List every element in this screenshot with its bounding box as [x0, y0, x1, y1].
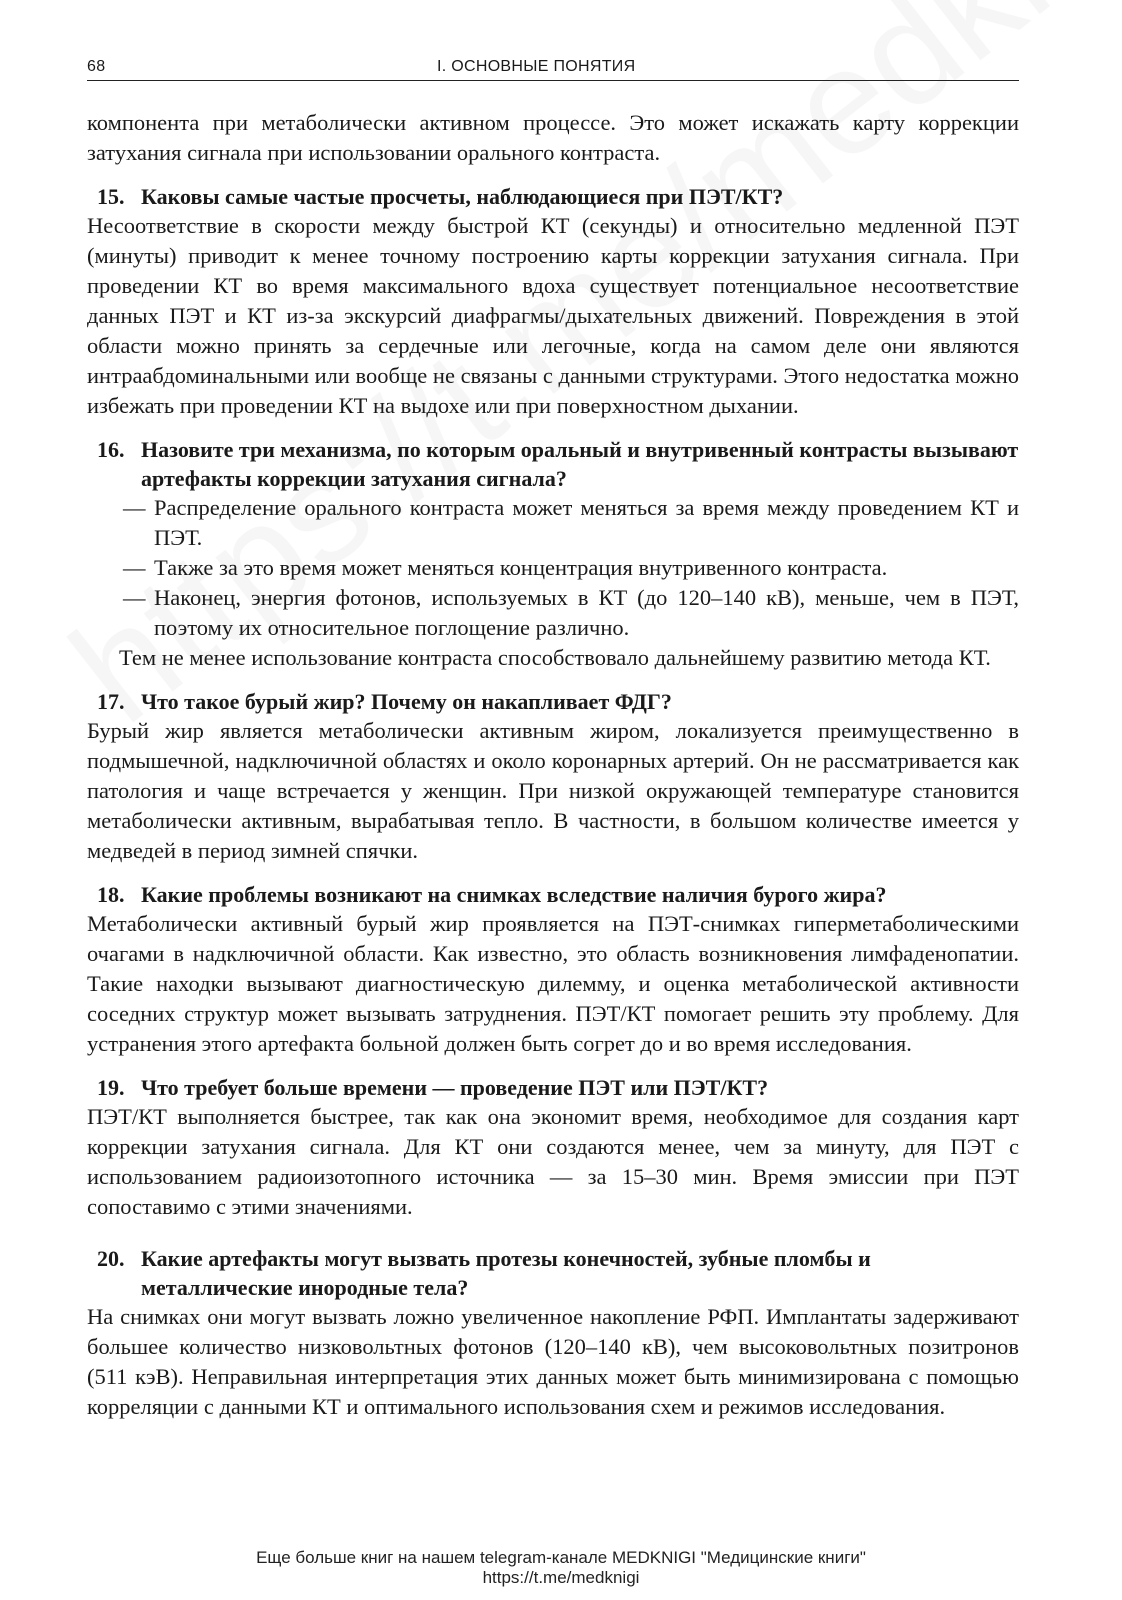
page-number: 68: [87, 58, 106, 75]
question-19-title: [87, 1073, 1019, 1102]
question-17-title: [87, 687, 1019, 716]
answer-15: Несоответствие в скорости между быстрой КТ (секунды) и относительно медленной ПЭТ (минуты) приводит к менее точному построению карты коррекции затухания сигнала. При проведении КТ во время максимального вдоха существует потенциальное несоответствие данных ПЭТ и КТ из-за экскурсий диафрагмы/дыхательных движений. Повреждения в этой области можно принять за сердечные или легочные, когда на самом деле они являются интраабдоминальными или вообще не связаны с данными структурами. Этого недостатка можно избежать при проведении КТ на выдохе или при поверхностном дыхании.: [87, 213, 1019, 418]
question-text: Какие артефакты могут вызвать протезы конечностей, зубные пломбы и металлические инородные тела?: [141, 1246, 871, 1300]
footer-promo-text: Еще больше книг на нашем telegram-канале MEDKNIGI "Медицинские книги": [256, 1548, 866, 1567]
question-18-title: [87, 880, 1019, 909]
list-item: — Также за это время может меняться концентрация внутривенного контраста.: [87, 553, 1019, 583]
question-number: 17.: [97, 689, 125, 714]
answer-17: Бурый жир является метаболически активным жиром, локализуется преимущественно в подмышечной, надключичной областях и около коронарных артерий. Он не рассматривается как патология и чаще встречается у женщин. При низкой окружающей температуре становится метаболически активным, вырабатывая тепло. В частности, в большом количестве имеется у медведей в период зимней спячки.: [87, 718, 1019, 863]
answer-20: На снимках они могут вызвать ложно увеличенное накопление РФП. Имплантаты задерживают большее количество низковольтных фотонов (120–140 кВ), чем высоковольтных позитронов (511 кэВ). Неправильная интерпретация этих данных может быть минимизирована с помощью корреляции с данными КТ и оптимального использования схем и режимов исследования.: [87, 1304, 1019, 1419]
page-content: [87, 108, 1019, 1422]
question-number: 19.: [97, 1075, 125, 1100]
question-text: Какие проблемы возникают на снимках вследствие наличия бурого жира?: [141, 882, 887, 907]
question-text: Что требует больше времени — проведение ПЭТ или ПЭТ/КТ?: [141, 1075, 769, 1100]
answer-18: Метаболически активный бурый жир проявляется на ПЭТ-снимках гиперметаболическими очагами в надключичной области. Как известно, это область возникновения лимфаденопатии. Такие находки вызывают диагностическую дилемму, и оценка метаболической активности соседних структур может вызывать затруднения. ПЭТ/КТ помогает решить эту проблему. Для устранения этого артефакта больной должен быть согрет до и во время исследования.: [87, 911, 1019, 1056]
question-text: Каковы самые частые просчеты, наблюдающиеся при ПЭТ/КТ?: [141, 184, 784, 209]
question-text: Назовите три механизма, по которым оральный и внутривенный контрасты вызывают артефакты коррекции затухания сигнала?: [141, 437, 1019, 491]
question-20-title: [87, 1244, 1019, 1302]
question-text: Что такое бурый жир? Почему он накапливает ФДГ?: [141, 689, 672, 714]
intro-paragraph: компонента при метаболически активном процессе. Это может искажать карту коррекции затухания сигнала при использовании орального контраста.: [87, 110, 1019, 165]
chapter-title: I. ОСНОВНЫЕ ПОНЯТИЯ: [437, 58, 636, 75]
question-number: 16.: [97, 437, 125, 462]
answer-19: ПЭТ/КТ выполняется быстрее, так как она экономит время, необходимое для создания карт коррекции затухания сигнала. Для КТ они создаются менее, чем за минуту, для ПЭТ с использованием радиоизотопного источника — за 15–30 мин. Время эмиссии при ПЭТ сопоставимо с этими значениями.: [87, 1104, 1019, 1219]
question-15-title: [87, 182, 1019, 211]
footer: [0, 1548, 1122, 1588]
footer-link[interactable]: https://t.me/medknigi: [482, 1568, 640, 1587]
list-item: — Распределение орального контраста может меняться за время между проведением КТ и ПЭТ.: [87, 493, 1019, 553]
question-number: 20.: [97, 1246, 125, 1271]
running-head: [87, 58, 1019, 81]
answer-16-list: [87, 493, 1019, 643]
question-number: 18.: [97, 882, 125, 907]
question-number: 15.: [97, 184, 125, 209]
answer-16: Тем не менее использование контраста способствовало дальнейшему развитию метода КТ.: [119, 645, 991, 670]
list-item: — Наконец, энергия фотонов, используемых в КТ (до 120–140 кВ), меньше, чем в ПЭТ, поэтому их относительное поглощение различно.: [87, 583, 1019, 643]
question-16-title: [87, 435, 1019, 493]
